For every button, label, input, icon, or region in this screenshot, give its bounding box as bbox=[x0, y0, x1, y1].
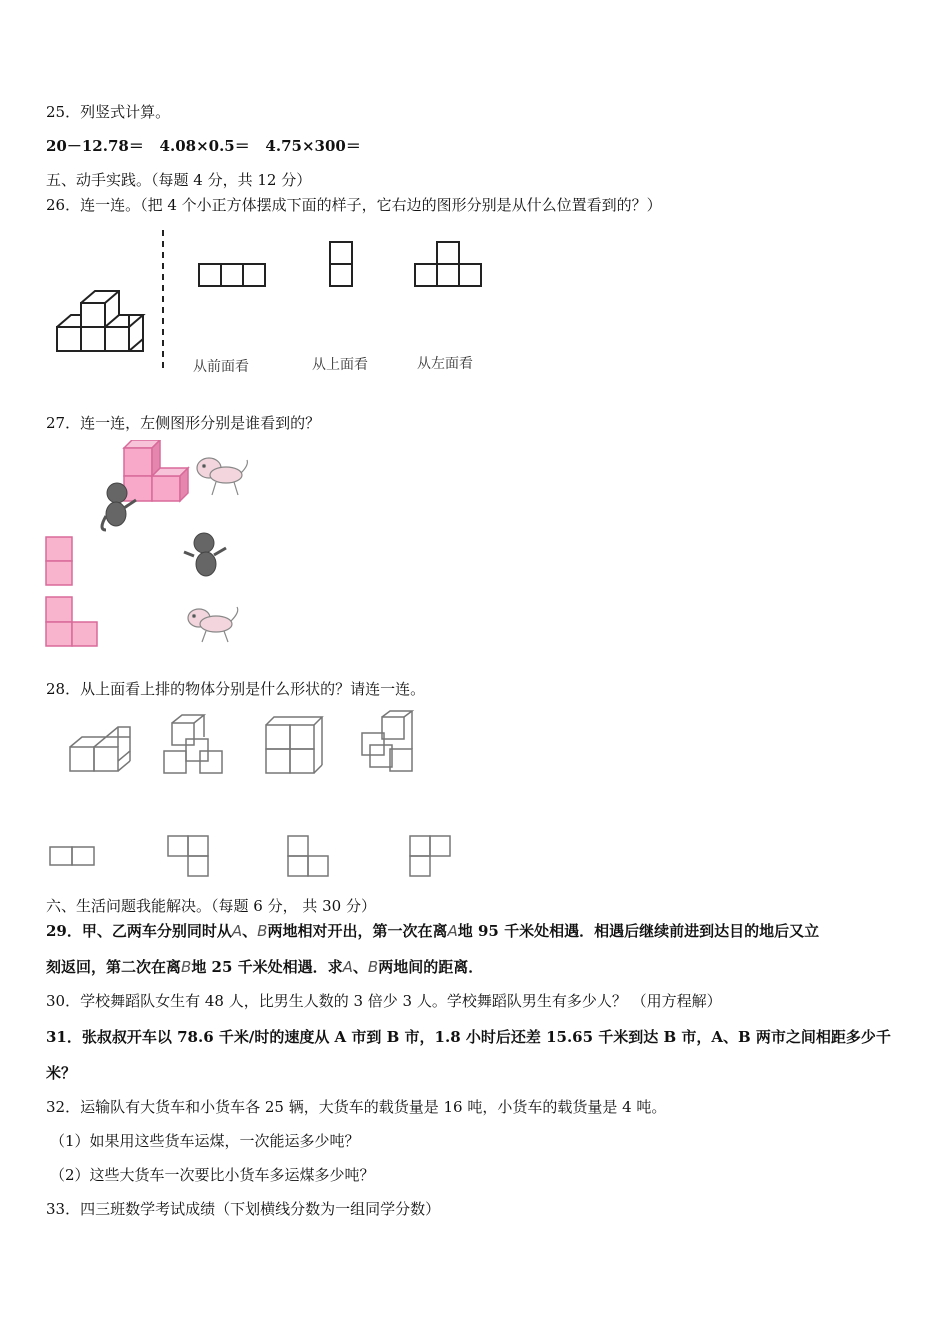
q27-figure bbox=[44, 440, 264, 650]
q26-view-front bbox=[199, 264, 265, 286]
q27-view-stacked bbox=[46, 537, 72, 585]
q25-expressions bbox=[46, 136, 361, 156]
q29-part2: 两地相对开出，第一次在离 bbox=[267, 922, 448, 940]
q26-caption-left: 从左面看 bbox=[417, 356, 473, 372]
q26-caption-front: 从前面看 bbox=[193, 359, 249, 375]
q25-expr-2: 4.08×0.5＝ bbox=[159, 137, 250, 155]
q29-part3: 地 95 千米处相遇．相遇后继续前进到达目的地后又立 bbox=[457, 922, 820, 940]
q32-sub1: （1）如果用这些货车运煤，一次能运多少吨？ bbox=[50, 1132, 360, 1150]
q29-point-b: B bbox=[257, 922, 268, 940]
q29-point-b-2: B bbox=[181, 958, 192, 976]
q28-view-3 bbox=[288, 836, 328, 876]
q27-view-l-shape bbox=[46, 597, 97, 646]
q27-dog-icon-2 bbox=[188, 607, 238, 642]
q28-view-1 bbox=[50, 847, 94, 865]
q29-point-a-2: A bbox=[447, 922, 458, 940]
q27-dog-icon bbox=[197, 458, 247, 495]
q29-point-a-3: A bbox=[342, 958, 353, 976]
q28-object-3 bbox=[266, 717, 322, 773]
q27-pink-cubes bbox=[124, 440, 188, 501]
q29-part1: 29．甲、乙两车分别同时从 bbox=[46, 922, 232, 940]
q30-text: 30．学校舞蹈队女生有 48 人，比男生人数的 3 倍少 3 人。学校舞蹈队男生有多少人？ （用方程解） bbox=[46, 992, 722, 1010]
q29-part6: 两地间的距离． bbox=[378, 958, 484, 976]
q32-sub2: （2）这些大货车一次要比小货车多运煤多少吨？ bbox=[50, 1166, 375, 1184]
q29-line1 bbox=[46, 921, 819, 941]
q32-text: 32．运输队有大货车和小货车各 25 辆，大货车的载货量是 16 吨，小货车的载货量是 4 吨。 bbox=[46, 1098, 667, 1116]
q26-view-top bbox=[330, 242, 352, 286]
q31-line1: 31．张叔叔开车以 78.6 千米/时的速度从 A 市到 B 市，1.8 小时后还差 15.65 千米到达 B 市，A、B 两市之间相距多少千 bbox=[46, 1028, 891, 1046]
q29-point-b-3: B bbox=[367, 958, 379, 976]
q25-title: 25．列竖式计算。 bbox=[46, 103, 171, 121]
q28-object-1 bbox=[70, 727, 130, 771]
q26-title: 26．连一连。（把 4 个小正方体摆成下面的样子，它右边的图形分别是从什么位置看到的？） bbox=[46, 196, 662, 214]
q28-object-2 bbox=[164, 715, 222, 773]
q27-title: 27．连一连，左侧图形分别是谁看到的？ bbox=[46, 414, 321, 432]
q33-text: 33．四三班数学考试成绩（下划横线分数为一组同学分数） bbox=[46, 1200, 441, 1218]
section5-heading: 五、动手实践。（每题 4 分，共 12 分） bbox=[46, 171, 312, 189]
q28-figure bbox=[44, 705, 464, 885]
q29-line2 bbox=[46, 957, 483, 977]
section6-heading: 六、生活问题我能解决。（每题 6 分， 共 30 分） bbox=[46, 897, 376, 915]
q29-sep-2: 、 bbox=[352, 958, 368, 976]
q31-line2: 米？ bbox=[46, 1064, 77, 1082]
q28-object-4 bbox=[362, 711, 412, 771]
q29-part5: 地 25 千米处相遇．求 bbox=[191, 958, 343, 976]
q28-view-2 bbox=[168, 836, 208, 876]
q26-view-left bbox=[415, 242, 481, 286]
q26-cube-stack bbox=[57, 291, 143, 351]
q27-monkey-icon-2 bbox=[184, 533, 226, 576]
q26-caption-top: 从上面看 bbox=[312, 357, 368, 373]
q29-point-a: A bbox=[231, 922, 243, 940]
q29-sep: 、 bbox=[242, 922, 258, 940]
q25-expr-3: 4.75×300＝ bbox=[265, 137, 361, 155]
q25-expr-1: 20－12.78＝ bbox=[46, 137, 144, 155]
q29-part4: 刻返回，第二次在离 bbox=[46, 958, 182, 976]
q28-title: 28．从上面看上排的物体分别是什么形状的？请连一连。 bbox=[46, 680, 426, 698]
q28-view-4 bbox=[410, 836, 450, 876]
